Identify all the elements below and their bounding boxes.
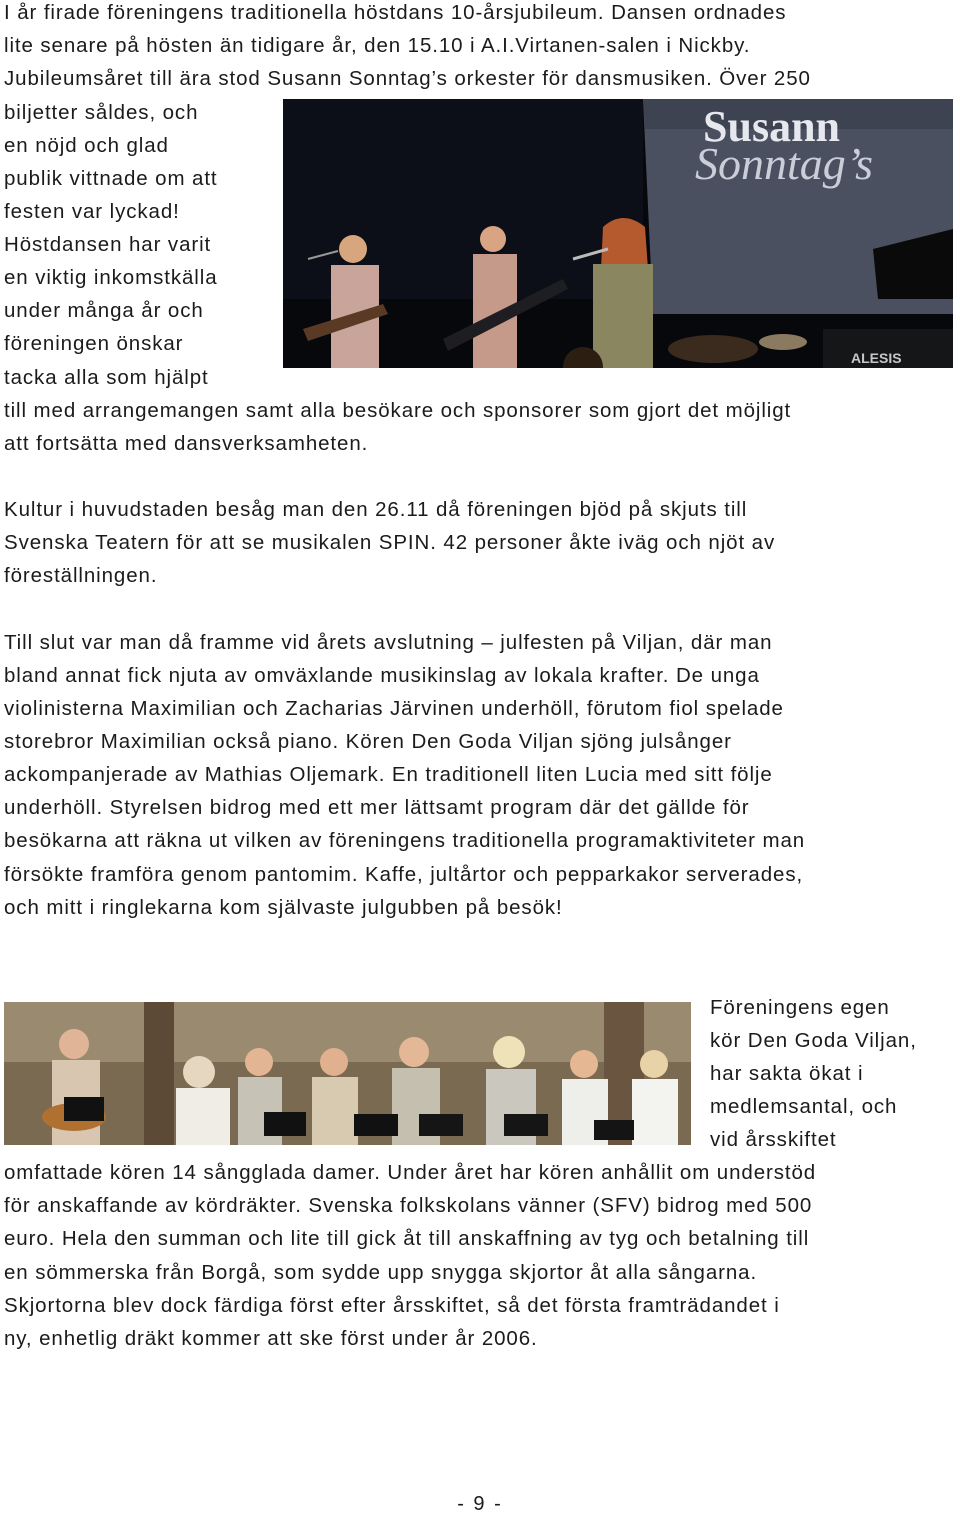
text-line: för anskaffande av kördräkter. Svenska folkskolans vänner (SFV) bidrog med 500 — [4, 1194, 813, 1217]
text-line: underhöll. Styrelsen bidrog med ett mer lättsamt program där det gällde för — [4, 796, 750, 819]
text-line: storebror Maximilian också piano. Kören Den Goda Viljan sjöng julsånger — [4, 730, 732, 753]
text-line: och mitt i ringlekarna kom självaste julgubben på besök! — [4, 896, 563, 919]
text-line: besökarna att räkna ut vilken av föreningens traditionella programaktiviteter man — [4, 829, 806, 852]
text-line: lite senare på hösten än tidigare år, den 15.10 i A.I.Virtanen-salen i Nickby. — [4, 34, 751, 57]
text-line: ny, enhetlig dräkt kommer att ske först under år 2006. — [4, 1327, 538, 1350]
text-line: ackompanjerade av Mathias Oljemark. En traditionell liten Lucia med sitt följe — [4, 763, 773, 786]
text-line: tacka alla som hjälpt — [4, 366, 209, 389]
text-line: till med arrangemangen samt alla besökare och sponsorer som gjort det möjligt — [4, 399, 792, 422]
text-line: Jubileumsåret till ära stod Susann Sonntag’s orkester för dansmusiken. Över 250 — [4, 67, 811, 90]
text-line: under många år och — [4, 299, 204, 322]
amp-label: ALESIS — [851, 350, 902, 366]
text-line: en viktig inkomstkälla — [4, 266, 218, 289]
text-line: medlemsantal, och — [710, 1095, 898, 1118]
choir-photo — [4, 1002, 691, 1145]
text-line: en sömmerska från Borgå, som sydde upp snygga skjortor åt alla sångarna. — [4, 1261, 758, 1284]
text-line: violinisterna Maximilian och Zacharias Järvinen underhöll, förutom fiol spelade — [4, 697, 784, 720]
text-line: en nöjd och glad — [4, 134, 169, 157]
banner-text-line2: Sonntag’s — [695, 138, 874, 189]
text-line: Skjortorna blev dock färdiga först efter årsskiftet, så det första framträdandet i — [4, 1294, 780, 1317]
band-photo — [283, 99, 953, 368]
text-line: vid årsskiftet — [710, 1128, 837, 1151]
page-number: - 9 - — [457, 1493, 503, 1515]
text-line: I år firade föreningens traditionella höstdans 10-årsjubileum. Dansen ordnades — [4, 1, 787, 24]
text-line: festen var lyckad! — [4, 200, 180, 223]
text-line: föreställningen. — [4, 564, 158, 587]
text-line: har sakta ökat i — [710, 1062, 864, 1085]
text-line: omfattade kören 14 sångglada damer. Under året har kören anhållit om understöd — [4, 1161, 817, 1184]
text-line: Kultur i huvudstaden besåg man den 26.11 då föreningen bjöd på skjuts till — [4, 498, 748, 521]
text-line: euro. Hela den summan och lite till gick åt till anskaffning av tyg och betalning till — [4, 1227, 810, 1250]
text-line: Till slut var man då framme vid årets avslutning – julfesten på Viljan, där man — [4, 631, 773, 654]
text-line: Höstdansen har varit — [4, 233, 212, 256]
text-line: kör Den Goda Viljan, — [710, 1029, 917, 1052]
text-line: att fortsätta med dansverksamheten. — [4, 432, 369, 455]
text-line: Föreningens egen — [710, 996, 890, 1019]
text-line: bland annat fick njuta av omväxlande musikinslag av lokala krafter. De unga — [4, 664, 760, 687]
text-line: Svenska Teatern för att se musikalen SPIN. 42 personer åkte iväg och njöt av — [4, 531, 776, 554]
text-line: biljetter såldes, och — [4, 101, 199, 124]
text-line: publik vittnade om att — [4, 167, 218, 190]
text-line: föreningen önskar — [4, 332, 184, 355]
banner-text-line1: Susann — [703, 102, 841, 151]
text-line: försökte framföra genom pantomim. Kaffe, jultårtor och pepparkakor serverades, — [4, 863, 804, 886]
